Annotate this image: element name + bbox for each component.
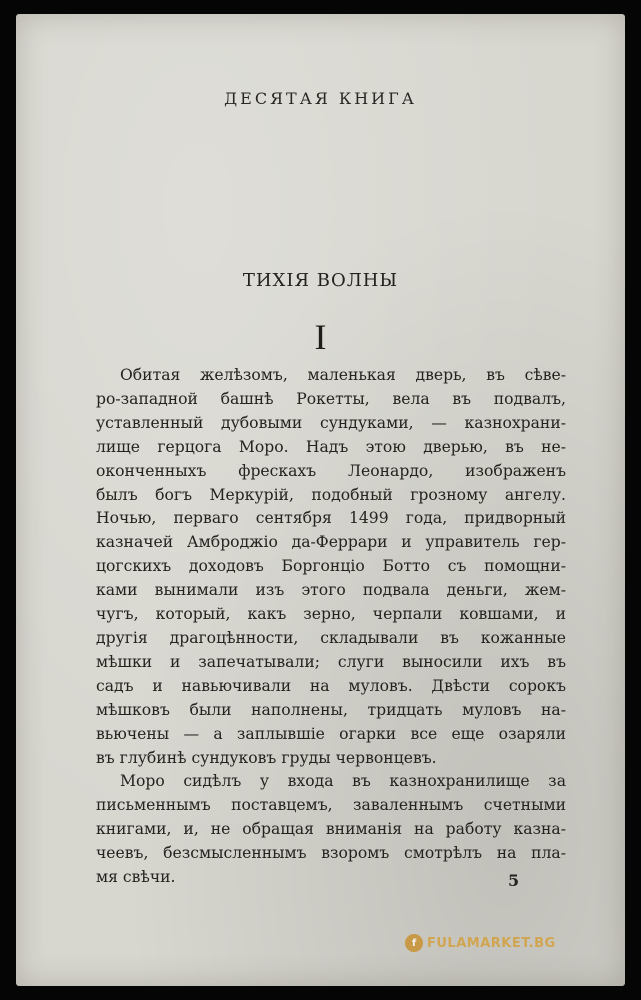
text-line: Обитая желѣзомъ, маленькая дверь, въ сѣве- — [120, 366, 566, 384]
text-line: казначей Амброджіо да-Феррари и управитель гер- — [96, 533, 566, 552]
text-line: садъ и навьючивали на муловъ. Двѣсти сорокъ — [96, 676, 566, 695]
text-line: Ночью, перваго сентября 1499 года, придворный — [96, 509, 566, 528]
page-number: 5 — [508, 871, 520, 890]
chapter-title: ТИХІЯ ВОЛНЫ — [242, 270, 399, 291]
text-line: книгами, и, не обращая вниманія на работу казна- — [96, 820, 566, 839]
text-line: мѣшковъ были наполнены, тридцать муловъ на- — [96, 700, 566, 719]
text-line: цогскихъ доходовъ Боргонціо Ботто съ помощни- — [96, 557, 566, 576]
text-line: оконченныхъ фрескахъ Леонардо, изображенъ — [96, 461, 566, 480]
text-line: въ глубинѣ сундуковъ груды червонцевъ. — [96, 748, 437, 767]
text-line: ро-западной башнѣ Рокетты, вела въ подвалъ, — [96, 389, 566, 408]
text-line: уставленный дубовыми сундуками, — казнохрани- — [96, 413, 566, 432]
f-letter-logo-icon: f — [405, 934, 423, 952]
text-line: письменнымъ поставцемъ, заваленнымъ счетными — [96, 796, 566, 815]
text-line: вьючены — а заплывшіе огарки все еще озаряли — [96, 724, 566, 743]
watermark-text: FULAMARKET.BG — [427, 935, 556, 951]
text-line: другія драгоцѣнности, складывали въ кожанные — [96, 628, 566, 647]
text-line: чеевъ, безсмысленнымъ взоромъ смотрѣлъ на пла- — [96, 844, 566, 863]
text-line: чугъ, который, какъ зерно, черпали ковшами, и — [96, 605, 566, 624]
watermark — [405, 931, 556, 955]
book-title: ДЕСЯТАЯ КНИГА — [224, 89, 417, 108]
text-line: мѣшки и запечатывали; слуги выносили ихъ въ — [96, 652, 566, 671]
text-line: Моро сидѣлъ у входа въ казнохранилище за — [120, 772, 566, 791]
body-text — [96, 364, 566, 890]
book-page — [16, 14, 625, 986]
text-line: мя свѣчи. — [96, 868, 176, 887]
text-line: ками вынимали изъ этого подвала деньги, жем- — [96, 581, 566, 600]
chapter-number: I — [314, 317, 327, 357]
text-line: лище герцога Моро. Надъ этою дверью, въ не- — [96, 437, 566, 456]
text-line: былъ богъ Меркурій, подобный грозному ангелу. — [96, 485, 566, 504]
